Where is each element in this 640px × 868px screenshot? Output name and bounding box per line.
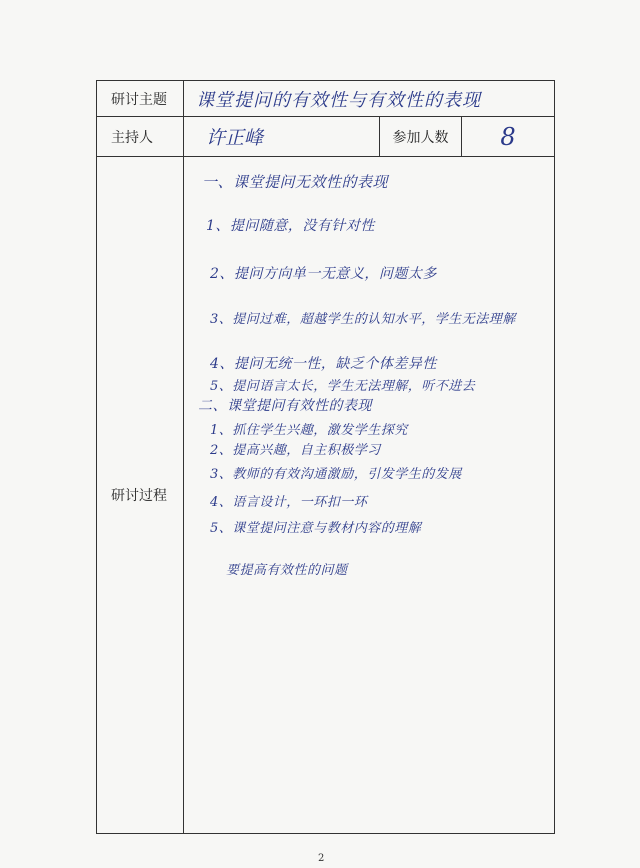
participants-label: 参加人数: [380, 117, 462, 157]
process-row: [97, 157, 555, 834]
host-label: 主持人: [97, 117, 184, 157]
process-line: 2、提高兴趣，自主积极学习: [210, 443, 381, 458]
process-line: 1、抓住学生兴趣，激发学生探究: [210, 423, 408, 438]
process-line: 3、教师的有效沟通激励，引发学生的发展: [210, 467, 462, 482]
host-value: 许正峰: [184, 117, 380, 157]
process-line: 1、提问随意，没有针对性: [206, 218, 375, 234]
process-line: 二、课堂提问有效性的表现: [198, 398, 372, 414]
participants-value: 8: [462, 117, 555, 157]
topic-value: 课堂提问的有效性与有效性的表现: [184, 81, 555, 117]
topic-row: [97, 81, 555, 117]
process-line: 2、提问方向单一无意义，问题太多: [210, 266, 437, 282]
page-number: 2: [318, 853, 325, 864]
process-line: 4、提问无统一性，缺乏个体差异性: [210, 356, 437, 372]
process-line: 4、语言设计，一环扣一环: [210, 495, 368, 510]
process-line: 一、课堂提问无效性的表现: [202, 173, 389, 191]
process-label: 研讨过程: [97, 157, 184, 834]
process-line: 3、提问过难，超越学生的认知水平，学生无法理解: [210, 312, 516, 327]
process-content: [184, 157, 555, 834]
process-line: 要提高有效性的问题: [226, 563, 348, 578]
process-lines: [184, 157, 554, 833]
seminar-record-table: [96, 80, 555, 834]
process-line: 5、提问语言太长，学生无法理解，听不进去: [210, 379, 476, 394]
host-row: [97, 117, 555, 157]
topic-label: 研讨主题: [97, 81, 184, 117]
process-line: 5、课堂提问注意与教材内容的理解: [210, 521, 422, 536]
